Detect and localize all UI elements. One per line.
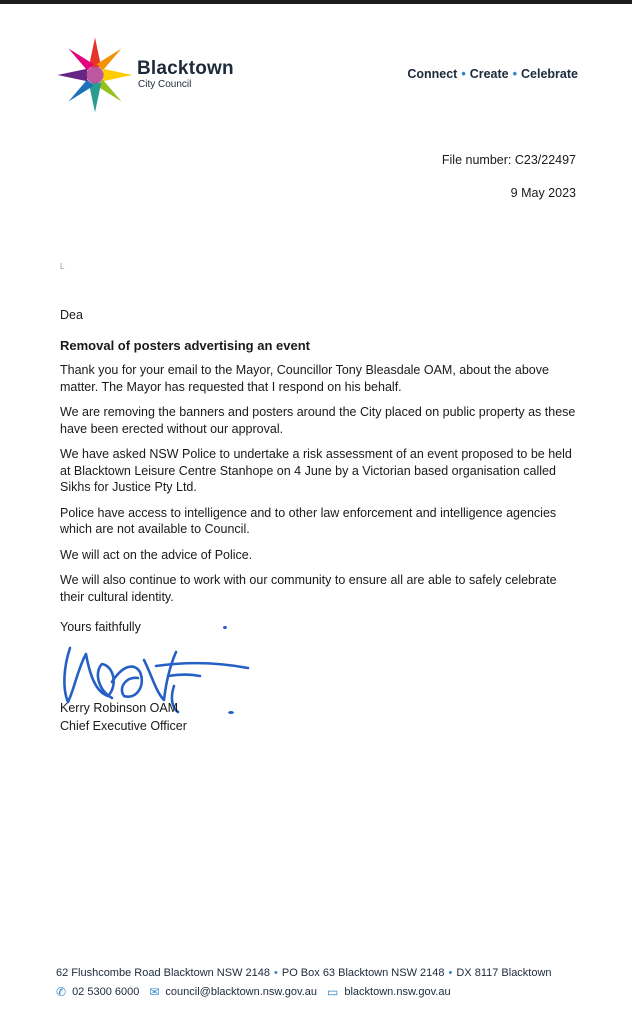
closing: Yours faithfully xyxy=(60,620,141,634)
paragraph: We have asked NSW Police to undertake a risk assessment of an event proposed to be held at Blacktown Leisure Centre Stanhope on 4 June by a Victorian based organisation called Sikhs for Justice Pty Ltd. xyxy=(60,447,572,494)
ink-dot xyxy=(223,626,227,629)
bullet-icon: • xyxy=(448,967,453,979)
signer-name: Kerry Robinson OAM xyxy=(60,701,179,715)
footer-street: 62 Flushcombe Road Blacktown NSW 2148 xyxy=(56,967,270,979)
signer-title: Chief Executive Officer xyxy=(60,719,187,733)
paragraph: We will also continue to work with our community to ensure all are able to safely celebrate their cultural identity. xyxy=(60,573,557,604)
tagline-connect: Connect xyxy=(407,67,458,81)
redaction-mark: L xyxy=(60,262,65,271)
phone-icon: ✆ xyxy=(56,985,67,999)
letter-subject: Removal of posters advertising an event xyxy=(60,338,310,353)
bullet-icon: • xyxy=(461,67,466,81)
footer-phone: 02 5300 6000 xyxy=(72,986,140,998)
letter-date: 9 May 2023 xyxy=(510,186,576,200)
web-icon: ▭ xyxy=(327,985,339,999)
council-logo-star-icon xyxy=(56,36,134,114)
footer-email: council@blacktown.nsw.gov.au xyxy=(165,986,318,998)
bullet-icon: • xyxy=(512,67,518,81)
ink-dot xyxy=(228,711,234,714)
letter-body xyxy=(60,362,580,614)
top-border xyxy=(0,0,632,4)
footer-dx: DX 8117 Blacktown xyxy=(456,967,552,979)
footer-po-box: PO Box 63 Blacktown NSW 2148 xyxy=(281,967,445,979)
paragraph: Police have access to intelligence and to other law enforcement and intelligence agencies which are not available to Council. xyxy=(60,505,557,536)
paragraph: Thank you for your email to the Mayor, Councillor Tony Bleasdale OAM, about the above matter. The Mayor has requested that I respond on his behalf. xyxy=(60,363,549,394)
footer-address xyxy=(56,967,552,979)
salutation: Dea xyxy=(60,308,83,322)
tagline-create: Create xyxy=(469,67,509,81)
brand-name: Blacktown xyxy=(137,58,234,79)
brand-subtitle: City Council xyxy=(138,79,192,90)
paragraph: We will act on the advice of Police. xyxy=(60,547,253,562)
email-icon: ✉ xyxy=(149,985,160,999)
tagline xyxy=(407,67,578,81)
footer-contacts xyxy=(56,985,451,999)
paragraph: We are removing the banners and posters around the City placed on public property as these have been erected without our approval. xyxy=(60,405,576,436)
file-number: File number: C23/22497 xyxy=(441,153,576,167)
tagline-celebrate: Celebrate xyxy=(521,67,578,81)
bullet-icon: • xyxy=(274,967,278,979)
footer-website: blacktown.nsw.gov.au xyxy=(344,986,451,998)
